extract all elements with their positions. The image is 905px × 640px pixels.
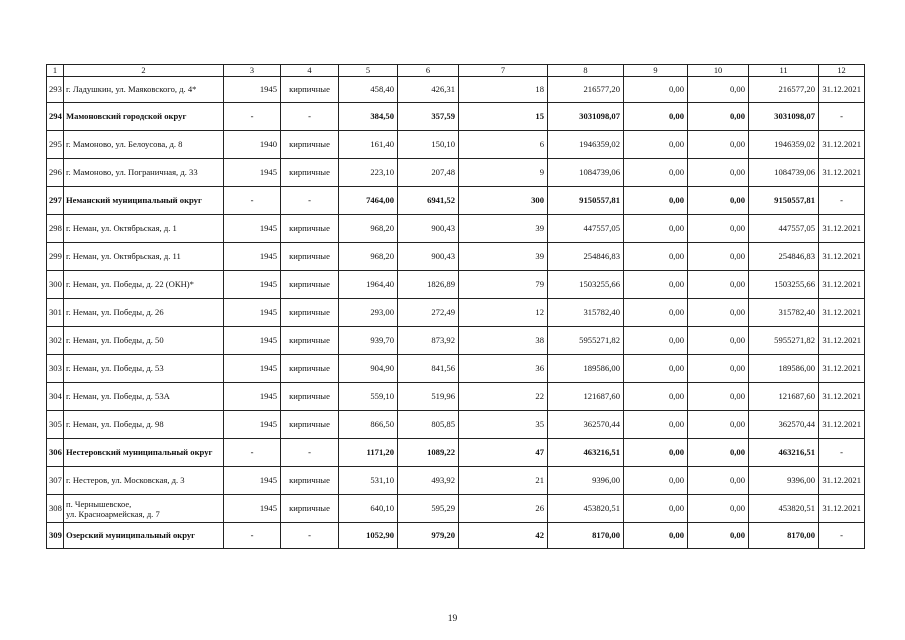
residents-count-cell: 36 [459,355,548,383]
owner-cost-cell: 8170,00 [749,523,819,549]
build-year-cell: 1945 [224,467,281,495]
fund-cost-cell: 0,00 [624,215,688,243]
living-area-cell: 1826,89 [398,271,459,299]
build-year-cell: 1945 [224,327,281,355]
fund-cost-cell: 0,00 [624,411,688,439]
owner-cost-cell: 216577,20 [749,77,819,103]
total-cost-cell: 447557,05 [548,215,624,243]
deadline-cell: 31.12.2021 [819,299,865,327]
owner-cost-cell: 1084739,06 [749,159,819,187]
deadline-cell: 31.12.2021 [819,243,865,271]
wall-material-cell: кирпичные [281,299,339,327]
total-area-cell: 559,10 [339,383,398,411]
table-row [47,77,865,103]
total-cost-cell: 5955271,82 [548,327,624,355]
deadline-cell: 31.12.2021 [819,159,865,187]
row-number-cell: 309 [47,523,64,549]
total-area-cell: 939,70 [339,327,398,355]
residents-count-cell: 300 [459,187,548,215]
fund-cost-cell: 0,00 [624,523,688,549]
total-area-cell: 640,10 [339,495,398,523]
wall-material-cell: - [281,103,339,131]
address-cell: г. Нестеров, ул. Московская, д. 3 [64,467,224,495]
row-number-cell: 296 [47,159,64,187]
address-cell: г. Неман, ул. Октябрьская, д. 11 [64,243,224,271]
owner-cost-cell: 447557,05 [749,215,819,243]
budget-cost-cell: 0,00 [688,495,749,523]
table-row [47,355,865,383]
living-area-cell: 426,31 [398,77,459,103]
column-number: 7 [459,65,548,77]
build-year-cell: 1945 [224,77,281,103]
budget-cost-cell: 0,00 [688,215,749,243]
wall-material-cell: кирпичные [281,411,339,439]
column-number: 4 [281,65,339,77]
total-area-cell: 458,40 [339,77,398,103]
total-area-cell: 1052,90 [339,523,398,549]
owner-cost-cell: 9396,00 [749,467,819,495]
row-number-cell: 293 [47,77,64,103]
budget-cost-cell: 0,00 [688,159,749,187]
total-area-cell: 1171,20 [339,439,398,467]
living-area-cell: 357,59 [398,103,459,131]
fund-cost-cell: 0,00 [624,299,688,327]
living-area-cell: 900,43 [398,215,459,243]
residents-count-cell: 6 [459,131,548,159]
row-number-cell: 295 [47,131,64,159]
address-cell: Нестеровский муниципальный округ [64,439,224,467]
column-number: 5 [339,65,398,77]
build-year-cell: - [224,439,281,467]
address-cell: г. Неман, ул. Победы, д. 53 [64,355,224,383]
row-number-cell: 307 [47,467,64,495]
deadline-cell: 31.12.2021 [819,411,865,439]
living-area-cell: 841,56 [398,355,459,383]
fund-cost-cell: 0,00 [624,103,688,131]
deadline-cell: 31.12.2021 [819,77,865,103]
column-number: 8 [548,65,624,77]
deadline-cell: 31.12.2021 [819,131,865,159]
wall-material-cell: - [281,439,339,467]
row-number-cell: 298 [47,215,64,243]
row-number-cell: 302 [47,327,64,355]
build-year-cell: - [224,187,281,215]
owner-cost-cell: 3031098,07 [749,103,819,131]
build-year-cell: 1945 [224,411,281,439]
address-cell: г. Неман, ул. Октябрьская, д. 1 [64,215,224,243]
residents-count-cell: 18 [459,77,548,103]
deadline-cell: - [819,523,865,549]
wall-material-cell: кирпичные [281,77,339,103]
build-year-cell: 1945 [224,355,281,383]
build-year-cell: 1945 [224,383,281,411]
build-year-cell: 1940 [224,131,281,159]
budget-cost-cell: 0,00 [688,411,749,439]
wall-material-cell: кирпичные [281,131,339,159]
total-area-cell: 968,20 [339,243,398,271]
deadline-cell: - [819,187,865,215]
build-year-cell: 1945 [224,299,281,327]
row-number-cell: 304 [47,383,64,411]
residents-count-cell: 26 [459,495,548,523]
column-number: 3 [224,65,281,77]
address-cell: г. Мамоново, ул. Пограничная, д. 33 [64,159,224,187]
owner-cost-cell: 189586,00 [749,355,819,383]
budget-cost-cell: 0,00 [688,131,749,159]
address-cell: Мамоновский городской округ [64,103,224,131]
total-cost-cell: 453820,51 [548,495,624,523]
budget-cost-cell: 0,00 [688,523,749,549]
residents-count-cell: 9 [459,159,548,187]
table-row [47,159,865,187]
total-area-cell: 968,20 [339,215,398,243]
total-area-cell: 384,50 [339,103,398,131]
build-year-cell: 1945 [224,243,281,271]
owner-cost-cell: 5955271,82 [749,327,819,355]
table-row [47,411,865,439]
table-row [47,131,865,159]
table-body [47,65,865,549]
owner-cost-cell: 1503255,66 [749,271,819,299]
table-row [47,299,865,327]
address-cell: г. Неман, ул. Победы, д. 22 (ОКН)* [64,271,224,299]
total-cost-cell: 463216,51 [548,439,624,467]
wall-material-cell: кирпичные [281,467,339,495]
build-year-cell: - [224,103,281,131]
address-cell: п. Чернышевское, ул. Красноармейская, д. 7 [64,495,224,523]
table-row [47,215,865,243]
deadline-cell: - [819,103,865,131]
total-area-cell: 1964,40 [339,271,398,299]
deadline-cell: 31.12.2021 [819,271,865,299]
living-area-cell: 6941,52 [398,187,459,215]
address-cell: г. Неман, ул. Победы, д. 98 [64,411,224,439]
row-number-cell: 308 [47,495,64,523]
total-cost-cell: 1084739,06 [548,159,624,187]
living-area-cell: 207,48 [398,159,459,187]
living-area-cell: 900,43 [398,243,459,271]
column-number: 10 [688,65,749,77]
living-area-cell: 805,85 [398,411,459,439]
table-row [47,383,865,411]
fund-cost-cell: 0,00 [624,355,688,383]
table-row [47,271,865,299]
budget-cost-cell: 0,00 [688,77,749,103]
address-cell: Озерский муниципальный округ [64,523,224,549]
total-cost-cell: 254846,83 [548,243,624,271]
row-number-cell: 297 [47,187,64,215]
owner-cost-cell: 1946359,02 [749,131,819,159]
build-year-cell: 1945 [224,215,281,243]
fund-cost-cell: 0,00 [624,467,688,495]
total-cost-cell: 189586,00 [548,355,624,383]
residents-count-cell: 42 [459,523,548,549]
row-number-cell: 294 [47,103,64,131]
fund-cost-cell: 0,00 [624,327,688,355]
total-cost-cell: 216577,20 [548,77,624,103]
deadline-cell: 31.12.2021 [819,495,865,523]
total-cost-cell: 9396,00 [548,467,624,495]
owner-cost-cell: 315782,40 [749,299,819,327]
owner-cost-cell: 121687,60 [749,383,819,411]
row-number-cell: 301 [47,299,64,327]
total-area-cell: 866,50 [339,411,398,439]
owner-cost-cell: 453820,51 [749,495,819,523]
residents-count-cell: 38 [459,327,548,355]
row-number-cell: 306 [47,439,64,467]
wall-material-cell: - [281,187,339,215]
living-area-cell: 519,96 [398,383,459,411]
district-total-row [47,523,865,549]
fund-cost-cell: 0,00 [624,271,688,299]
wall-material-cell: кирпичные [281,495,339,523]
address-cell: г. Ладушкин, ул. Маяковского, д. 4* [64,77,224,103]
living-area-cell: 979,20 [398,523,459,549]
total-cost-cell: 315782,40 [548,299,624,327]
build-year-cell: 1945 [224,159,281,187]
table-row [47,467,865,495]
budget-cost-cell: 0,00 [688,271,749,299]
budget-cost-cell: 0,00 [688,187,749,215]
wall-material-cell: кирпичные [281,327,339,355]
residents-count-cell: 15 [459,103,548,131]
deadline-cell: 31.12.2021 [819,215,865,243]
column-number: 12 [819,65,865,77]
residents-count-cell: 35 [459,411,548,439]
total-area-cell: 531,10 [339,467,398,495]
fund-cost-cell: 0,00 [624,495,688,523]
fund-cost-cell: 0,00 [624,187,688,215]
living-area-cell: 1089,22 [398,439,459,467]
column-number: 6 [398,65,459,77]
wall-material-cell: кирпичные [281,159,339,187]
owner-cost-cell: 254846,83 [749,243,819,271]
budget-cost-cell: 0,00 [688,383,749,411]
budget-cost-cell: 0,00 [688,103,749,131]
wall-material-cell: кирпичные [281,271,339,299]
residents-count-cell: 79 [459,271,548,299]
total-cost-cell: 121687,60 [548,383,624,411]
living-area-cell: 272,49 [398,299,459,327]
table-row [47,243,865,271]
wall-material-cell: кирпичные [281,215,339,243]
fund-cost-cell: 0,00 [624,243,688,271]
row-number-cell: 305 [47,411,64,439]
total-area-cell: 161,40 [339,131,398,159]
housing-table [46,64,865,549]
owner-cost-cell: 362570,44 [749,411,819,439]
wall-material-cell: кирпичные [281,243,339,271]
row-number-cell: 300 [47,271,64,299]
total-area-cell: 223,10 [339,159,398,187]
address-cell: г. Неман, ул. Победы, д. 50 [64,327,224,355]
owner-cost-cell: 463216,51 [749,439,819,467]
fund-cost-cell: 0,00 [624,439,688,467]
total-cost-cell: 9150557,81 [548,187,624,215]
fund-cost-cell: 0,00 [624,77,688,103]
wall-material-cell: кирпичные [281,383,339,411]
total-cost-cell: 362570,44 [548,411,624,439]
fund-cost-cell: 0,00 [624,131,688,159]
column-number: 9 [624,65,688,77]
budget-cost-cell: 0,00 [688,299,749,327]
build-year-cell: 1945 [224,495,281,523]
address-cell: г. Неман, ул. Победы, д. 53А [64,383,224,411]
total-cost-cell: 3031098,07 [548,103,624,131]
residents-count-cell: 22 [459,383,548,411]
fund-cost-cell: 0,00 [624,159,688,187]
district-total-row [47,439,865,467]
deadline-cell: - [819,439,865,467]
budget-cost-cell: 0,00 [688,439,749,467]
total-area-cell: 293,00 [339,299,398,327]
budget-cost-cell: 0,00 [688,243,749,271]
row-number-cell: 303 [47,355,64,383]
total-area-cell: 904,90 [339,355,398,383]
residents-count-cell: 39 [459,243,548,271]
row-number-cell: 299 [47,243,64,271]
budget-cost-cell: 0,00 [688,355,749,383]
column-number: 1 [47,65,64,77]
total-cost-cell: 1946359,02 [548,131,624,159]
living-area-cell: 873,92 [398,327,459,355]
living-area-cell: 150,10 [398,131,459,159]
build-year-cell: - [224,523,281,549]
residents-count-cell: 12 [459,299,548,327]
owner-cost-cell: 9150557,81 [749,187,819,215]
build-year-cell: 1945 [224,271,281,299]
column-number: 11 [749,65,819,77]
wall-material-cell: - [281,523,339,549]
total-cost-cell: 8170,00 [548,523,624,549]
budget-cost-cell: 0,00 [688,467,749,495]
column-number: 2 [64,65,224,77]
district-total-row [47,187,865,215]
address-cell: Неманский муниципальный округ [64,187,224,215]
district-total-row [47,103,865,131]
deadline-cell: 31.12.2021 [819,383,865,411]
residents-count-cell: 47 [459,439,548,467]
page-number: 19 [447,614,458,624]
residents-count-cell: 39 [459,215,548,243]
deadline-cell: 31.12.2021 [819,467,865,495]
deadline-cell: 31.12.2021 [819,327,865,355]
table-row [47,495,865,523]
wall-material-cell: кирпичные [281,355,339,383]
residents-count-cell: 21 [459,467,548,495]
budget-cost-cell: 0,00 [688,327,749,355]
total-cost-cell: 1503255,66 [548,271,624,299]
column-number-row [47,65,865,77]
address-cell: г. Неман, ул. Победы, д. 26 [64,299,224,327]
address-cell: г. Мамоново, ул. Белоусова, д. 8 [64,131,224,159]
deadline-cell: 31.12.2021 [819,355,865,383]
fund-cost-cell: 0,00 [624,383,688,411]
living-area-cell: 493,92 [398,467,459,495]
total-area-cell: 7464,00 [339,187,398,215]
table-row [47,327,865,355]
living-area-cell: 595,29 [398,495,459,523]
